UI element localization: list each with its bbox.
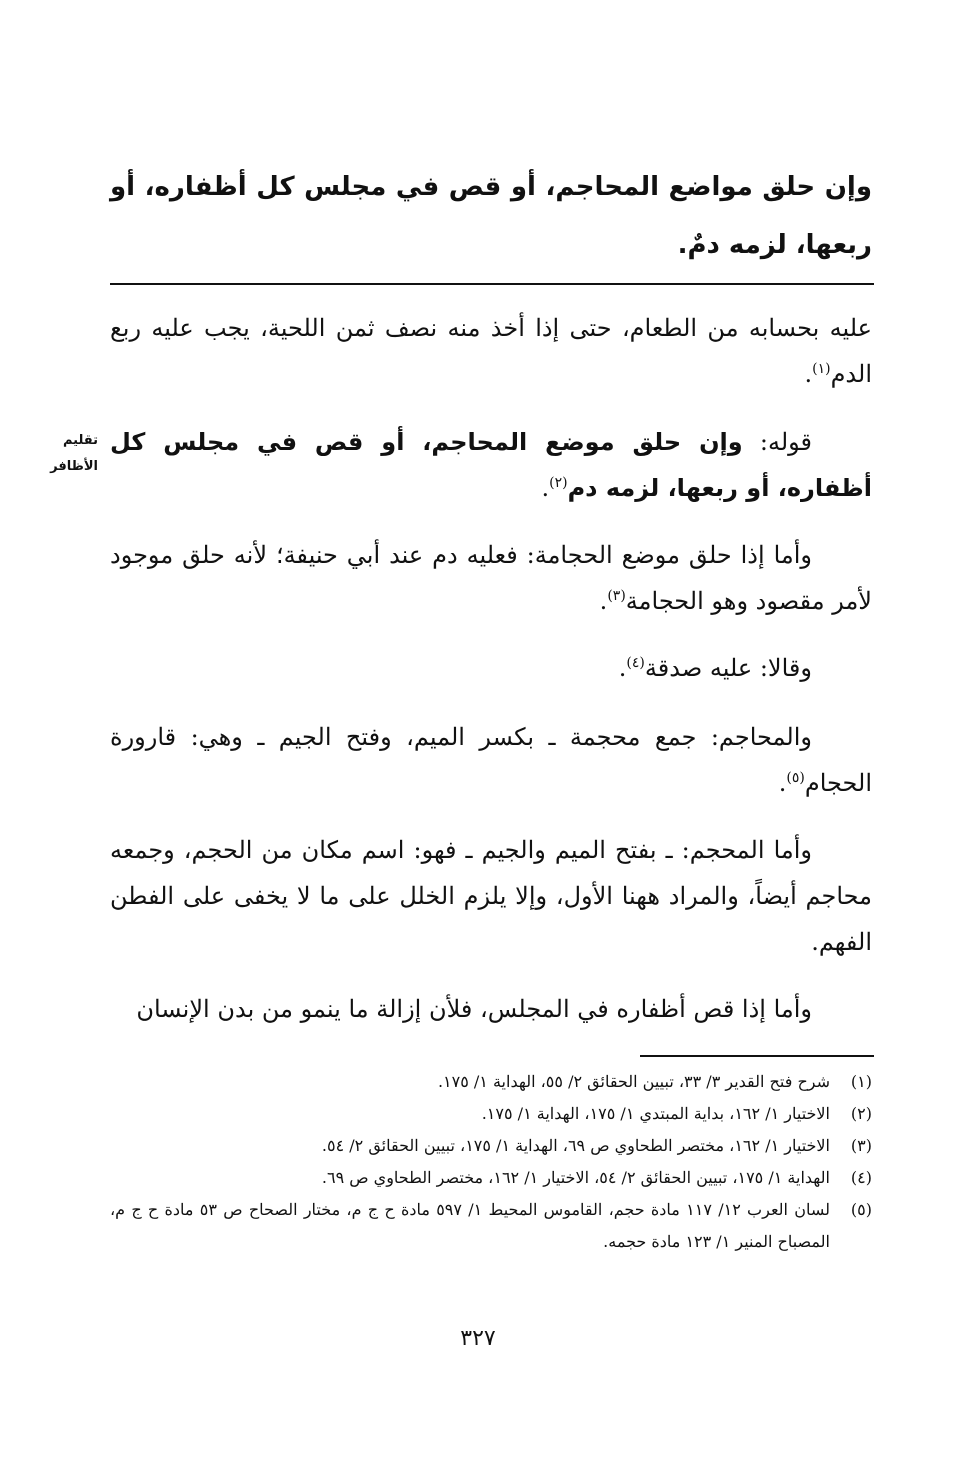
sharh-p1-end: . [804,360,813,388]
sharh-p5 [110,714,872,806]
sharh-p2-end: . [541,474,550,502]
sharh-p3 [110,532,872,624]
footnote-2 [110,1098,872,1130]
margin-note-line1: تقليم [62,433,98,448]
footnote-text: الهداية ١/ ١٧٥، تبيين الحقائق ٢/ ٥٤، الاختيار ١/ ١٦٢، مختصر الطحاوي ص ٦٩. [321,1168,830,1187]
sharh-p6 [110,827,872,965]
footnote-3 [110,1130,872,1162]
sharh-p2-quote: وإن حلق موضع المحاجم، أو قص في مجلس كل أظفاره، أو ربعها، لزمه دم [110,428,872,502]
matn-text [110,158,872,274]
sharh-p4-text: وقالا: عليه صدقة [644,654,812,682]
footnote-number: (٢) [850,1104,872,1123]
margin-note [14,428,98,480]
footnote-1 [110,1066,872,1098]
page-number: ٣٢٧ [460,1326,496,1351]
sharh-p4 [110,645,872,691]
sharh-p7-text: وأما إذا قص أظفاره في المجلس، فلأن إزالة ما ينمو من بدن الإنسان [136,995,812,1023]
footnote-number: (٥) [850,1200,872,1219]
footnote-number: (١) [850,1072,872,1091]
sharh-p1-text: عليه بحسابه من الطعام، حتى إذا أخذ منه نصف ثمن اللحية، يجب عليه ربع الدم [110,314,872,388]
sharh-p7 [110,986,872,1032]
footnote-4 [110,1162,872,1194]
margin-note-line2: الأظافر [50,459,98,474]
footnote-ref-2: (٢) [549,475,568,491]
footnote-ref-5: (٥) [786,770,805,786]
sharh-p4-end: . [618,654,627,682]
footnote-divider [640,1055,874,1057]
footnote-text: الاختيار ١/ ١٦٢، مختصر الطحاوي ص ٦٩، الهداية ١/ ١٧٥، تبيين الحقائق ٢/ ٥٤. [321,1136,830,1155]
footnote-ref-3: (٣) [607,588,626,604]
footnote-text: الاختيار ١/ ١٦٢، بداية المبتدي ١/ ١٧٥، الهداية ١/ ١٧٥. [481,1104,830,1123]
sharh-p1 [110,305,872,397]
sharh-p2 [110,419,872,511]
footnote-ref-1: (١) [812,361,831,377]
footnote-text: لسان العرب ١٢/ ١١٧ مادة حجم، القاموس المحيط ١/ ٥٩٧ مادة ح ج م، مختار الصحاح ص ٥٣ مادة ح ج م، المصباح المنير ١/ ١٢٣ مادة حجمه. [110,1200,831,1251]
footnote-ref-4: (٤) [626,655,645,671]
sharh-p3-text: وأما إذا حلق موضع الحجامة: فعليه دم عند أبي حنيفة؛ لأنه حلق موجود لأمر مقصود وهو الحجامة [110,541,872,615]
footnote-5 [110,1194,872,1258]
sharh-p6-text: وأما المحجم: ـ بفتح الميم والجيم ـ فهو: اسم مكان من الحجم، وجمعه محاجم أيضاً، والمراد ههنا الأول، وإلا يلزم الخلل على ما لا يخفى على الفطن الفهم. [110,836,872,956]
sharh-p5-end: . [778,769,787,797]
sharh-p3-end: . [599,587,608,615]
matn-divider [110,283,874,285]
footnote-number: (٣) [850,1136,872,1155]
footnote-text: شرح فتح القدير ٣/ ٣٣، تبيين الحقائق ٢/ ٥٥، الهداية ١/ ١٧٥. [437,1072,830,1091]
sharh-p2-prefix: قوله: [742,428,813,456]
footnotes [110,1066,872,1258]
footnote-number: (٤) [850,1168,872,1187]
sharh-p5-text: والمحاجم: جمع محجمة ـ بكسر الميم، وفتح الجيم ـ وهي: قارورة الحجام [110,723,872,797]
matn-line: وإن حلق مواضع المحاجم، أو قص في مجلس كل أظفاره، أو ربعها، لزمه دمٌ. [110,172,872,260]
